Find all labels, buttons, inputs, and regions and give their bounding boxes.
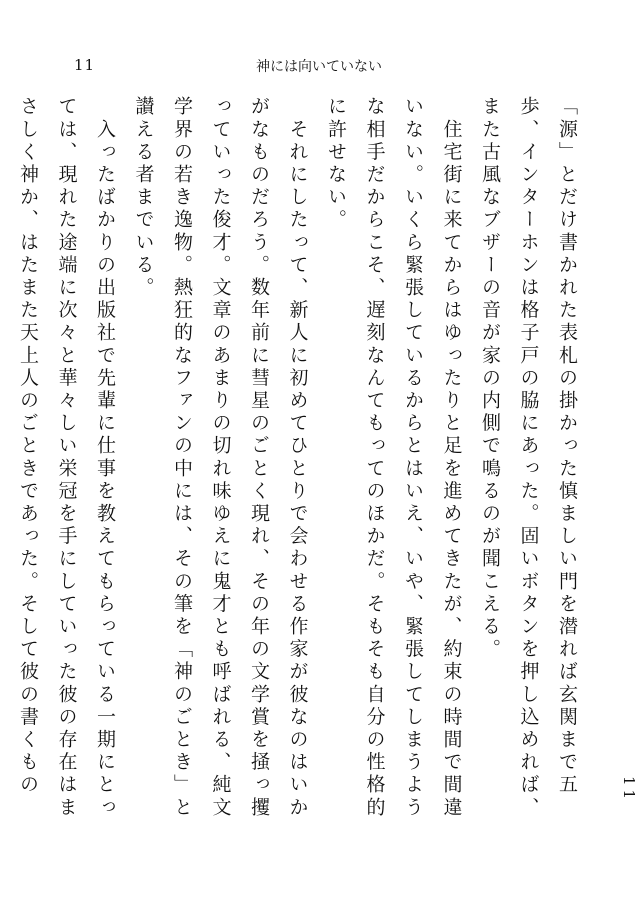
paragraph: 住宅街に来てからはゆったりと足を進めてきたが、約束の時間で間違いない。いくら緊張しているからとはいえ、いや、緊張してしまうような相手だからこそ、遅刻なんてもってのほかだ。そもそも自分の性格的に許せない。 <box>325 96 463 820</box>
side-page-number: 11 <box>620 776 638 804</box>
paragraph: 「源」とだけ書かれた表札の掛かった慎ましい門を潜れば玄関まで五歩、インターホンは格子戸の脇にあった。固いボタンを押し込めれば、また古風なブザーの音が家の内側で鳴るのが聞こえる。 <box>479 96 578 820</box>
running-title: 神には向いていない <box>256 59 382 75</box>
vertical-body-text <box>17 96 586 841</box>
paragraph: 入ったばかりの出版社で先輩に仕事を教えてもらっている一期にとっては、現れた途端に次々と華々しい栄冠を手にしていった彼の存在はまさしく神か、はたまた天上人のごときであった。そして彼の書くもの <box>17 96 116 820</box>
paragraph: それにしたって、新人に初めてひとりで会わせる作家が彼なのはいかがなものだろう。数年前に彗星のごとく現れ、その年の文学賞を掻っ攫っていった俊才。文章のあまりの切れ味ゆえに鬼才とも呼ばれる、純文学界の若き逸物。熱狂的なファンの中には、その筆を「神のごとき」と讃える者までいる。 <box>132 96 309 820</box>
page-number: 11 <box>74 56 96 74</box>
